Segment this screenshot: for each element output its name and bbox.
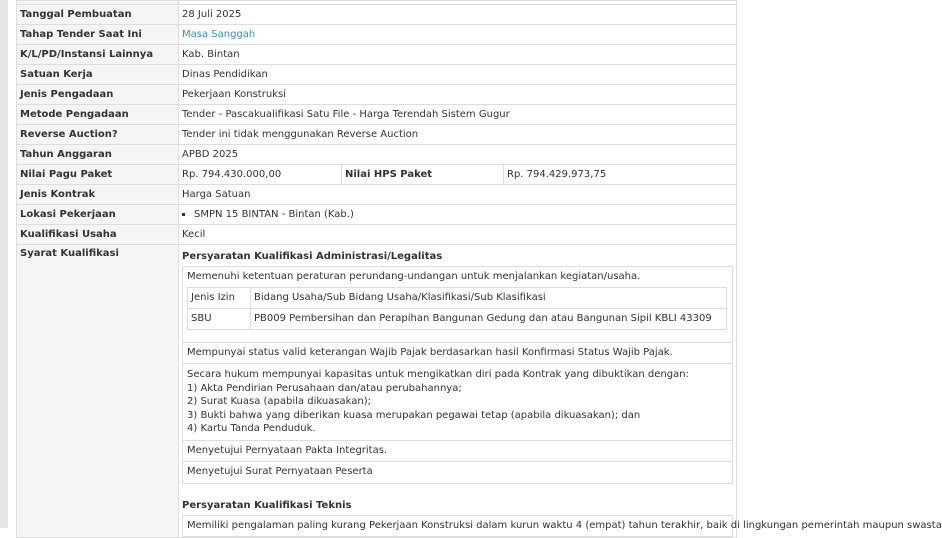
izin-header: Bidang Usaha/Sub Bidang Usaha/Klasifikasi/Sub Klasifikasi xyxy=(251,287,727,308)
table-row xyxy=(17,45,737,65)
requirement-text: Memenuhi ketentuan peraturan perundang-undangan untuk menjalankan kegiatan/usaha. xyxy=(187,271,641,282)
requirement-item xyxy=(182,462,733,484)
row-label: Tanggal Pembuatan xyxy=(17,5,179,25)
requirement-text: 4) Kartu Tanda Penduduk. xyxy=(187,423,316,434)
tender-info-table xyxy=(16,0,942,538)
tanggal-pembuatan-value: 28 Juli 2025 xyxy=(179,5,737,25)
izin-cell: PB009 Pembersihan dan Perapihan Bangunan Gedung dan atau Bangunan Sipil KBLI 43309 xyxy=(251,308,727,329)
table-row xyxy=(17,225,737,245)
tender-detail-panel xyxy=(16,0,942,531)
row-label: K/L/PD/Instansi Lainnya xyxy=(17,45,179,65)
table-row xyxy=(17,205,737,225)
table-row xyxy=(17,125,737,145)
admin-section-title: Persyaratan Kualifikasi Administrasi/Legalitas xyxy=(182,251,443,262)
row-label: Metode Pengadaan xyxy=(17,105,179,125)
requirement-item xyxy=(182,364,733,441)
row-label: Nilai Pagu Paket xyxy=(17,165,179,185)
izin-cell: SBU xyxy=(188,308,251,329)
requirement-text: 2) Surat Kuasa (apabila dikuasakan); xyxy=(187,396,371,407)
tahun-anggaran-value: APBD 2025 xyxy=(179,145,737,165)
table-row xyxy=(17,25,737,45)
table-row xyxy=(17,5,737,25)
reverse-auction-value: Tender ini tidak menggunakan Reverse Auction xyxy=(179,125,737,145)
teknis-section-title: Persyaratan Kualifikasi Teknis xyxy=(182,499,352,511)
requirement-text: Mempunyai status valid keterangan Wajib Pajak berdasarkan hasil Konfirmasi Status Wajib Pajak. xyxy=(187,346,673,358)
nilai-hps-value: Rp. 794.429.973,75 xyxy=(504,165,737,185)
row-label: Reverse Auction? xyxy=(17,125,179,145)
izin-table xyxy=(187,287,727,330)
row-label: Tahun Anggaran xyxy=(17,145,179,165)
satuan-kerja-value: Dinas Pendidikan xyxy=(179,65,737,85)
table-row xyxy=(17,185,737,205)
row-label: Tahap Tender Saat Ini xyxy=(17,25,179,45)
table-row xyxy=(17,65,737,85)
requirement-text: Secara hukum mempunyai kapasitas untuk mengikatkan diri pada Kontrak yang dibuktikan dengan: xyxy=(187,369,689,380)
lokasi-list xyxy=(182,209,733,220)
row-label: Jenis Kontrak xyxy=(17,185,179,205)
table-row xyxy=(188,287,727,308)
nilai-pagu-value: Rp. 794.430.000,00 xyxy=(179,165,342,185)
row-label: Syarat Kualifikasi xyxy=(17,245,179,538)
instansi-value: Kab. Bintan xyxy=(179,45,737,65)
row-label: Satuan Kerja xyxy=(17,65,179,85)
table-row xyxy=(17,105,737,125)
requirement-item xyxy=(182,266,733,343)
tahap-tender-link[interactable]: Masa Sanggah xyxy=(182,29,256,40)
nilai-hps-label: Nilai HPS Paket xyxy=(342,165,504,185)
list-item: ▪ SMPN 15 BINTAN - Bintan (Kab.) xyxy=(194,209,733,220)
requirement-text: 3) Bukti bahwa yang diberikan kuasa merupakan pegawai tetap (apabila dikuasakan); dan xyxy=(187,409,641,421)
table-row xyxy=(188,308,727,329)
jenis-kontrak-value: Harga Satuan xyxy=(179,185,737,205)
jenis-pengadaan-value: Pekerjaan Konstruksi xyxy=(179,85,737,105)
left-scroll-rail xyxy=(0,0,8,528)
kualifikasi-usaha-value: Kecil xyxy=(179,225,737,245)
row-label: Lokasi Pekerjaan xyxy=(17,205,179,225)
row-label: Kualifikasi Usaha xyxy=(17,225,179,245)
table-row xyxy=(17,85,737,105)
requirement-text: Menyetujui Pernyataan Pakta Integritas. xyxy=(187,444,388,456)
requirement-item xyxy=(182,441,733,463)
table-row xyxy=(17,245,737,538)
requirement-item xyxy=(182,343,733,365)
metode-pengadaan-value: Tender - Pascakualifikasi Satu File - Harga Terendah Sistem Gugur xyxy=(179,105,737,125)
row-label: Jenis Pengadaan xyxy=(17,85,179,105)
izin-header: Jenis Izin xyxy=(188,287,251,308)
table-row xyxy=(17,145,737,165)
requirement-text: Memiliki pengalaman paling kurang Pekerjaan Konstruksi dalam kurun waktu 4 (empat) tahun terakhir, baik di lingkungan pemerintah maupun swasta xyxy=(187,519,942,531)
table-row xyxy=(17,165,737,185)
requirement-item xyxy=(182,515,942,538)
requirement-text: Menyetujui Surat Pernyataan Peserta xyxy=(187,466,373,477)
syarat-kualifikasi-cell xyxy=(179,245,942,538)
requirement-text: 1) Akta Pendirian Perusahaan dan/atau perubahannya; xyxy=(187,382,462,394)
